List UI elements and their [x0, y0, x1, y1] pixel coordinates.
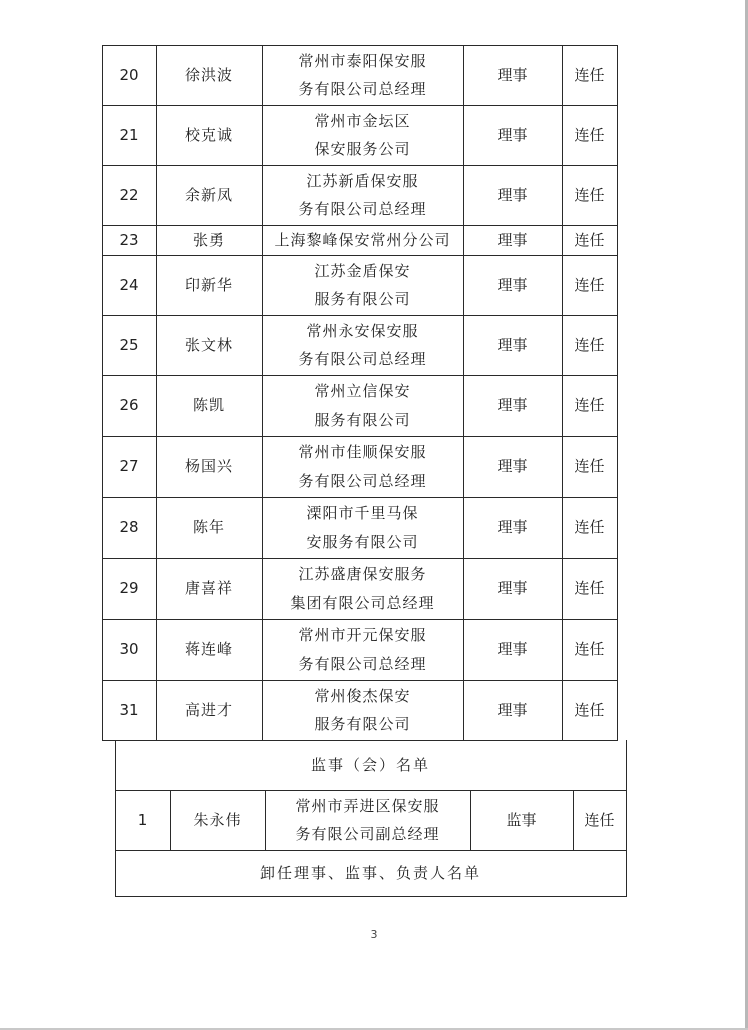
table-rule — [262, 619, 263, 680]
table-rule — [156, 165, 157, 225]
row-number: 29 — [119, 579, 139, 598]
table-rule — [626, 850, 627, 896]
table-row — [0, 375, 748, 436]
member-unit — [262, 680, 463, 740]
member-role: 理事 — [497, 700, 528, 719]
member-name: 陈凯 — [192, 396, 225, 415]
member-unit-line: 务有限公司总经理 — [298, 471, 427, 490]
table-rule — [156, 619, 157, 680]
supervisors-caption: 监事（会）名单 — [310, 755, 430, 774]
member-unit — [262, 558, 463, 619]
table-rule — [617, 45, 618, 105]
table-rule — [156, 558, 157, 619]
member-unit-line: 务有限公司总经理 — [298, 654, 427, 673]
table-rule — [262, 315, 263, 375]
member-status: 连任 — [574, 640, 605, 659]
member-role: 监事 — [506, 810, 537, 829]
table-rule — [573, 790, 574, 850]
member-unit-line: 常州俊杰保安 — [314, 686, 411, 705]
table-rule — [617, 558, 618, 619]
table-rule — [262, 105, 263, 165]
member-unit-line: 务有限公司副总经理 — [295, 825, 440, 843]
member-unit-line: 常州立信保安 — [314, 382, 411, 400]
table-row — [0, 680, 748, 740]
member-name: 余新凤 — [184, 185, 233, 204]
row-number: 23 — [119, 230, 139, 249]
table-rule — [463, 45, 464, 105]
member-name: 蒋连峰 — [184, 640, 233, 659]
table-rule — [617, 165, 618, 225]
table-rule — [102, 255, 103, 315]
table-rule — [156, 45, 157, 105]
member-unit-line: 务有限公司总经理 — [298, 350, 427, 368]
row-number: 1 — [137, 810, 148, 829]
table-row — [0, 436, 748, 497]
page-number: 3 — [370, 928, 378, 941]
member-unit-line: 常州市弄进区保安服 — [295, 796, 440, 815]
member-status: 连任 — [574, 457, 605, 476]
table-rule — [562, 165, 563, 225]
table-row — [0, 255, 748, 315]
member-unit — [262, 105, 463, 165]
member-role: 理事 — [497, 275, 528, 294]
member-name: 唐喜祥 — [184, 579, 233, 598]
table-rule — [562, 45, 563, 105]
table-rule — [102, 497, 103, 558]
table-rule — [156, 315, 157, 375]
table-row — [0, 225, 748, 255]
member-unit-line: 安服务有限公司 — [306, 532, 419, 551]
table-row — [0, 315, 748, 375]
table-rule — [156, 255, 157, 315]
table-rule — [463, 255, 464, 315]
table-rule — [115, 790, 116, 850]
row-number: 26 — [119, 396, 139, 415]
table-rule — [463, 165, 464, 225]
table-row — [0, 497, 748, 558]
table-rule — [562, 255, 563, 315]
member-role: 理事 — [497, 65, 528, 84]
table-rule — [562, 225, 563, 255]
table-rule — [156, 436, 157, 497]
table-rule — [617, 255, 618, 315]
member-status: 连任 — [574, 65, 605, 84]
table-rule — [102, 45, 103, 105]
table-rule — [156, 680, 157, 740]
member-name: 校克诚 — [184, 125, 233, 144]
member-unit-line: 江苏盛唐保安服务 — [298, 565, 427, 583]
table-rule — [156, 105, 157, 165]
table-rule — [115, 740, 116, 790]
row-number: 28 — [119, 518, 139, 537]
table-rule — [463, 375, 464, 436]
member-status: 连任 — [574, 125, 605, 144]
table-rule — [562, 558, 563, 619]
member-unit-line: 江苏新盾保安服 — [306, 171, 419, 190]
member-unit-line: 保安服务公司 — [314, 140, 411, 158]
table-rule — [463, 105, 464, 165]
member-unit-line: 务有限公司总经理 — [298, 80, 427, 98]
row-number: 30 — [119, 640, 139, 659]
member-unit-line: 务有限公司总经理 — [298, 200, 427, 218]
table-rule — [463, 315, 464, 375]
table-rule — [262, 165, 263, 225]
member-unit-line: 服务有限公司 — [314, 715, 411, 733]
table-rule — [626, 740, 627, 790]
member-name: 朱永伟 — [193, 810, 242, 829]
member-unit — [262, 165, 463, 225]
section-caption-row — [0, 740, 748, 790]
table-rule — [265, 790, 266, 850]
table-rule — [262, 225, 263, 255]
table-rule — [626, 790, 627, 850]
table-rule — [463, 436, 464, 497]
row-number: 25 — [119, 335, 139, 354]
table-rule — [562, 105, 563, 165]
table-rule — [617, 680, 618, 740]
table-rule — [102, 315, 103, 375]
outgoing-caption: 卸任理事、监事、负责人名单 — [259, 863, 481, 882]
member-status: 连任 — [574, 230, 605, 249]
table-rule — [617, 497, 618, 558]
member-unit-line: 常州永安保安服 — [306, 321, 419, 340]
table-rule — [463, 497, 464, 558]
member-name: 高进才 — [184, 700, 233, 719]
table-rule — [156, 497, 157, 558]
member-name: 张文林 — [184, 335, 233, 354]
member-unit-line: 常州市泰阳保安服 — [298, 51, 427, 70]
table-rule — [617, 619, 618, 680]
table-rule — [102, 165, 103, 225]
table-rule — [170, 790, 171, 850]
table-row — [0, 558, 748, 619]
member-unit-line: 常州市佳顺保安服 — [298, 443, 427, 461]
member-unit-line: 常州市金坛区 — [314, 111, 411, 130]
table-row — [0, 619, 748, 680]
member-unit-line: 溧阳市千里马保 — [306, 504, 419, 522]
member-unit — [262, 375, 463, 436]
table-rule — [262, 497, 263, 558]
member-unit — [262, 255, 463, 315]
row-number: 24 — [119, 275, 139, 294]
table-rule — [115, 850, 116, 896]
member-status: 连任 — [574, 700, 605, 719]
table-row — [0, 165, 748, 225]
member-name: 印新华 — [184, 275, 233, 294]
table-rule — [617, 436, 618, 497]
table-rule — [262, 680, 263, 740]
table-rule — [617, 105, 618, 165]
member-status: 连任 — [584, 810, 615, 829]
table-rule — [156, 375, 157, 436]
row-number: 27 — [119, 457, 139, 476]
member-status: 连任 — [574, 518, 605, 537]
member-unit-line: 服务有限公司 — [314, 290, 411, 308]
table-rule — [102, 680, 103, 740]
member-unit-line: 常州市开元保安服 — [298, 626, 427, 644]
table-rule — [102, 436, 103, 497]
member-name: 杨国兴 — [184, 457, 233, 476]
table-rule — [156, 225, 157, 255]
table-rule — [102, 619, 103, 680]
member-role: 理事 — [497, 396, 528, 415]
table-rule — [463, 558, 464, 619]
table-rule — [463, 619, 464, 680]
table-rule — [463, 225, 464, 255]
member-name: 陈年 — [192, 518, 225, 537]
row-number: 31 — [119, 700, 139, 719]
member-unit-line: 江苏金盾保安 — [314, 261, 411, 280]
table-row — [0, 105, 748, 165]
table-rule — [262, 255, 263, 315]
member-status: 连任 — [574, 579, 605, 598]
table-rule — [262, 375, 263, 436]
row-number: 22 — [119, 185, 139, 204]
table-rule — [562, 375, 563, 436]
member-unit — [262, 225, 463, 255]
member-unit-line: 上海黎峰保安常州分公司 — [274, 231, 451, 249]
table-rule — [617, 225, 618, 255]
member-unit-line: 集团有限公司总经理 — [290, 593, 435, 612]
table-rule — [562, 619, 563, 680]
member-unit — [262, 45, 463, 105]
member-role: 理事 — [497, 335, 528, 354]
table-rule — [115, 896, 627, 897]
member-unit-line: 服务有限公司 — [314, 410, 411, 429]
table-rule — [262, 45, 263, 105]
member-unit — [262, 436, 463, 497]
table-rule — [470, 790, 471, 850]
member-status: 连任 — [574, 396, 605, 415]
member-unit — [262, 497, 463, 558]
table-rule — [463, 680, 464, 740]
member-name: 徐洪波 — [184, 65, 233, 84]
row-number: 20 — [119, 65, 139, 84]
member-role: 理事 — [497, 518, 528, 537]
table-rule — [102, 558, 103, 619]
table-rule — [262, 558, 263, 619]
table-rule — [102, 375, 103, 436]
table-rule — [262, 436, 263, 497]
section-caption-row — [0, 850, 748, 896]
table-row — [0, 790, 748, 850]
member-status: 连任 — [574, 335, 605, 354]
member-status: 连任 — [574, 275, 605, 294]
table-rule — [102, 225, 103, 255]
member-role: 理事 — [497, 185, 528, 204]
member-name: 张勇 — [192, 230, 225, 249]
table-row — [0, 45, 748, 105]
table-rule — [617, 315, 618, 375]
table-rule — [617, 375, 618, 436]
table-rule — [562, 315, 563, 375]
table-rule — [102, 105, 103, 165]
row-number: 21 — [119, 125, 139, 144]
table-rule — [562, 497, 563, 558]
member-role: 理事 — [497, 640, 528, 659]
member-unit — [265, 790, 470, 850]
member-unit — [262, 315, 463, 375]
member-role: 理事 — [497, 457, 528, 476]
member-role: 理事 — [497, 230, 528, 249]
member-unit — [262, 619, 463, 680]
member-role: 理事 — [497, 579, 528, 598]
table-rule — [562, 436, 563, 497]
table-rule — [562, 680, 563, 740]
member-status: 连任 — [574, 185, 605, 204]
member-role: 理事 — [497, 125, 528, 144]
